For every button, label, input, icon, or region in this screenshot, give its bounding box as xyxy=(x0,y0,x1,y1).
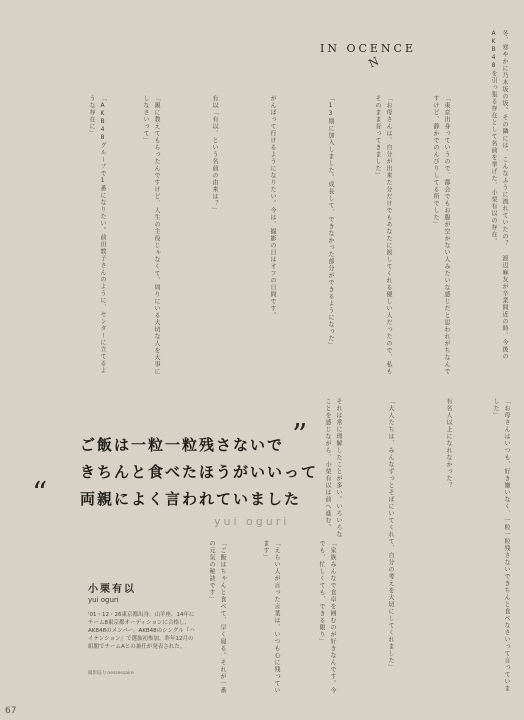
header-title-block xyxy=(320,42,480,82)
body-column: 「家族みんなで食卓を囲むのが好きなんです。今でも、忙しくても、できる限り」 xyxy=(318,540,336,694)
body-column: 「13期に加入しました。成長して、できなかった部分ができるようになった」 xyxy=(327,95,334,349)
body-column: 冬、寒やかに乃木坂の坂。その隣には、こんなふうに流れていたの？ 渡辺麻友が卒業間近の時、今後のAKB48を引っ張る存在として名前を挙げた、小栗有以の存在。 xyxy=(490,30,508,360)
body-column: 「お母さんはいつも、好き嫌いなく、一粒一粒残さないできちんと食べなさいって言っていました」 xyxy=(492,398,510,692)
photo-credit: 撮影協力 nessessaire xyxy=(88,671,134,676)
body-column: 有名人以上になれなかった？ xyxy=(445,398,452,489)
header-title-rotated-n: N xyxy=(366,54,381,71)
header-title: IN OCENCE xyxy=(320,42,417,55)
body-column: 「AKB48グループで1番になりたい。前田敦子さんのように、センターに立てるような存在に」 xyxy=(88,95,106,374)
pull-quote xyxy=(32,418,319,528)
open-quote-mark: “ xyxy=(32,476,48,511)
quote-signature: yui oguri xyxy=(214,515,290,528)
body-column: 「お母さんは、自分が出来た分だけでもあなたに渡してくれる優しい人だったので、私もそのまま育ってきました」 xyxy=(374,95,392,375)
body-column: 「大人たちは、みんなずっとそばにいてくれて、自分の考えを大切にしてくれました」 xyxy=(387,398,394,671)
page-number: 67 xyxy=(5,706,17,716)
profile-name-en: yui oguri xyxy=(88,596,119,604)
body-column: 「ご飯はちゃんと食べて、早く寝る。それが一番の元気の秘訣です」 xyxy=(208,540,226,694)
profile-bio: '01・12・26東京都出身。山羊座。14年にチーム8東京都オーディションに合格し、AKB48のメンバー。AKB48のシングル『ハイテンション』で選抜初参加。昨年12月の組閣でチームAとの兼任が発表された。 xyxy=(88,612,195,650)
profile-name-jp: 小栗有以 xyxy=(88,584,136,595)
close-quote-mark: ” xyxy=(292,418,308,453)
body-column: 有以「有以、という名前の由来は？」 xyxy=(211,95,218,214)
pull-quote-line: ご飯は一粒一粒残さないで xyxy=(80,436,285,454)
body-column: 「親に教えてもらったんですけど、人生の主役じゃなくて、周りにいる大切な人を大事にしなさいって」 xyxy=(142,95,160,375)
pull-quote-line: きちんと食べたほうがいいって xyxy=(80,463,319,481)
pull-quote-line: 両親によく言われていました xyxy=(80,490,302,508)
body-column: 「えらい人が言った言葉は、いつも心に残っています」 xyxy=(262,540,280,694)
body-column: がんばって行けるようになりたい。今は、撮影の日はオフの日間です。 xyxy=(269,95,276,319)
body-column: 「東京出身っていうので、都会でもお腹が空かない人みたいな感じだと思われがちなんですけど、静かでのんびりしてる所でした」 xyxy=(432,95,450,375)
body-column: それは常に理解したことが多い。いろいろなことを感じながら、小栗有以は前へ進む。 xyxy=(324,398,342,538)
